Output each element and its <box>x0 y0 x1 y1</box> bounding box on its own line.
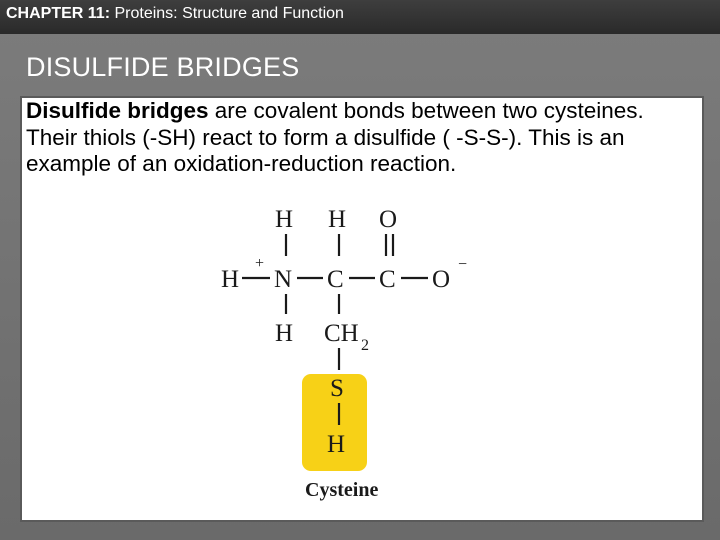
key-term: Disulfide bridges <box>26 98 209 123</box>
atom-o-top: O <box>379 206 398 233</box>
chapter-subtitle: Proteins: Structure and Function <box>114 5 344 22</box>
figure-caption: Cysteine <box>305 479 379 501</box>
body-paragraph <box>26 98 696 178</box>
cysteine-structure-figure <box>215 206 485 506</box>
atom-h-top-n: H <box>275 206 294 233</box>
slide-title: DISULFIDE BRIDGES <box>26 52 300 82</box>
group-ch2: CH <box>324 320 359 347</box>
atom-o-minus: O <box>432 266 451 293</box>
atom-s: S <box>330 375 344 402</box>
body-text: are covalent bonds between two cysteines. Their thiols (-SH) react to form a disulfide ( -S-S-). This is an example of an oxidation-reduction reaction. <box>26 98 644 176</box>
charge-plus: + <box>255 255 265 272</box>
cysteine-diagram <box>215 206 485 506</box>
atom-h-left: H <box>221 266 240 293</box>
atom-n: N <box>274 266 293 293</box>
atom-c-alpha: C <box>327 266 344 293</box>
atom-h-bottom-n: H <box>275 320 294 347</box>
atom-c-carboxyl: C <box>379 266 396 293</box>
atom-h-top-c: H <box>328 206 347 233</box>
charge-minus: − <box>458 256 468 273</box>
atom-h-thiol: H <box>327 431 346 458</box>
content-box <box>20 96 704 522</box>
group-ch2-subscript: 2 <box>361 337 369 354</box>
chapter-label: CHAPTER 11: <box>6 5 111 22</box>
chapter-header <box>6 5 344 23</box>
